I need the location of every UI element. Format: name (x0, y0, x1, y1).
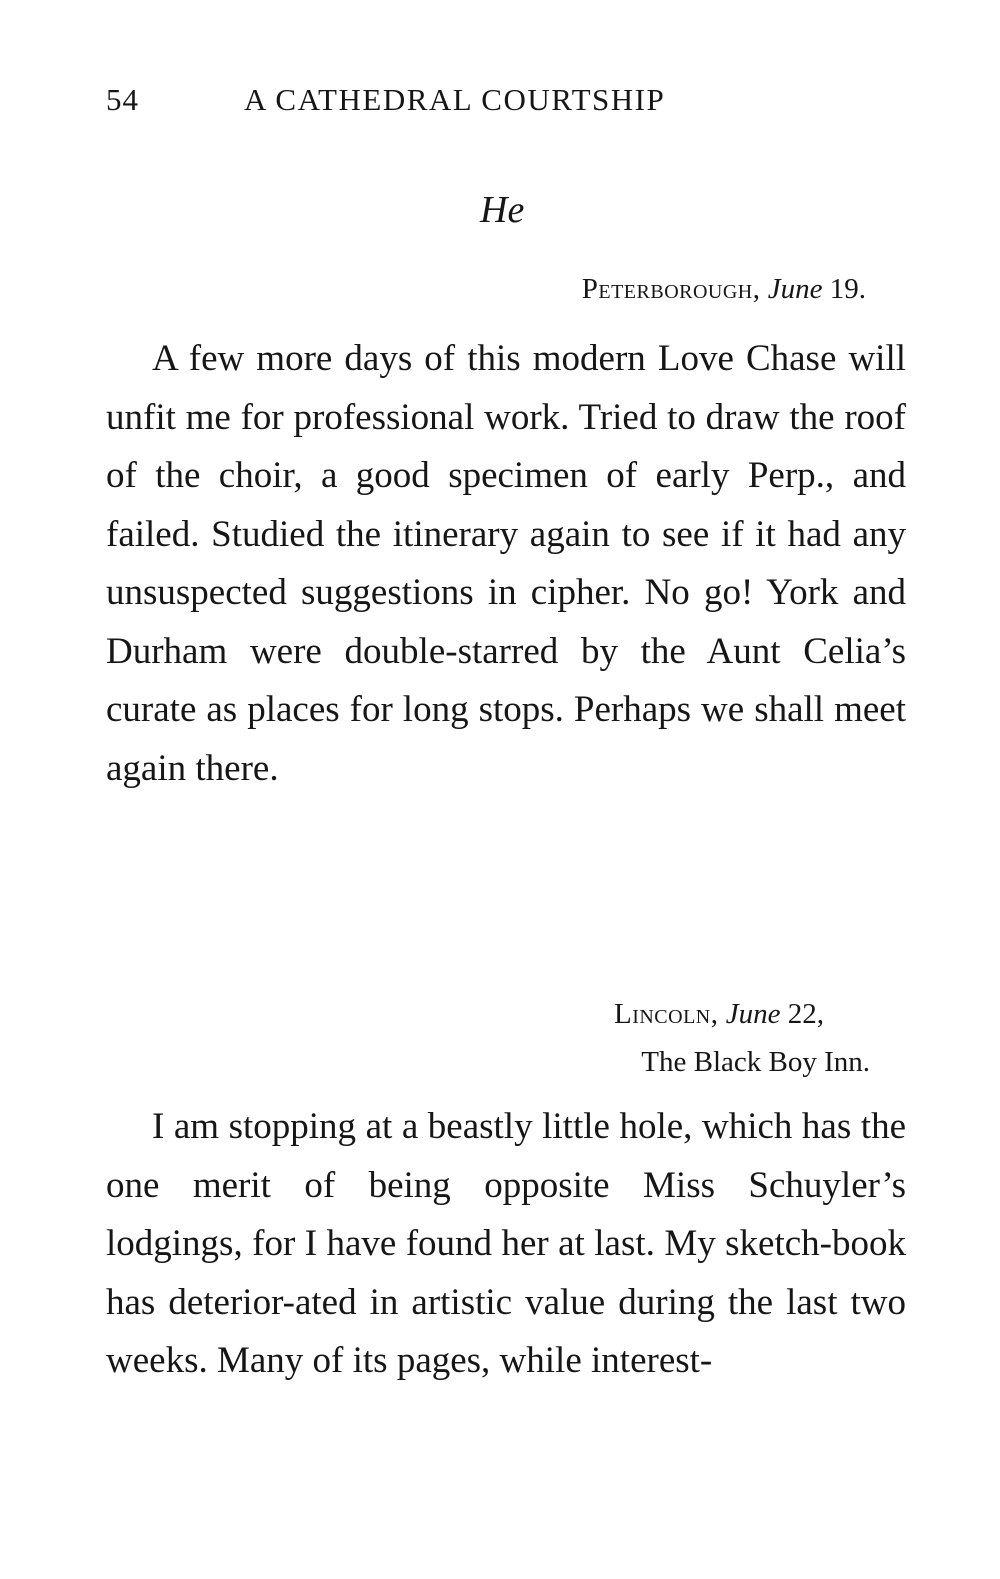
dateline-day: 22, (787, 998, 824, 1030)
dateline-month: June (725, 998, 781, 1030)
dateline-day: 19. (829, 273, 866, 305)
dateline-line-1 (614, 990, 824, 1038)
dateline-month: June (767, 273, 823, 305)
dateline-lodging: The Black Boy Inn. (641, 1046, 870, 1078)
dateline-place: Lincoln, (613, 998, 719, 1030)
letter-paragraph-1: A few more days of this modern Love Chase will unfit me for professional work. Tried to draw the roof of the choir, a good specimen of early Perp., and failed. Studied the itinerary again to see if it had any unsuspected suggestions in cipher. No go! York and Durham were double-starred by the Aunt Celia’s curate as places for long stops. Perhaps we shall meet again there. (106, 338, 906, 789)
dateline-place: Peterborough, (581, 273, 761, 305)
dateline-lincoln (613, 990, 870, 1086)
running-title: A CATHEDRAL COURTSHIP (244, 82, 666, 117)
letter-paragraph-2: I am stopping at a beastly little hole, which has the one merit of being opposite Miss Schuyler’s lodgings, for I have found her at last. My sketch-book has deterior-ated in artistic value during the last two weeks. Many of its pages, while interest- (106, 1106, 906, 1381)
dateline-peterborough (582, 266, 866, 312)
speaker-heading: He (480, 189, 525, 231)
running-head (106, 82, 906, 132)
page-number: 54 (106, 82, 139, 117)
